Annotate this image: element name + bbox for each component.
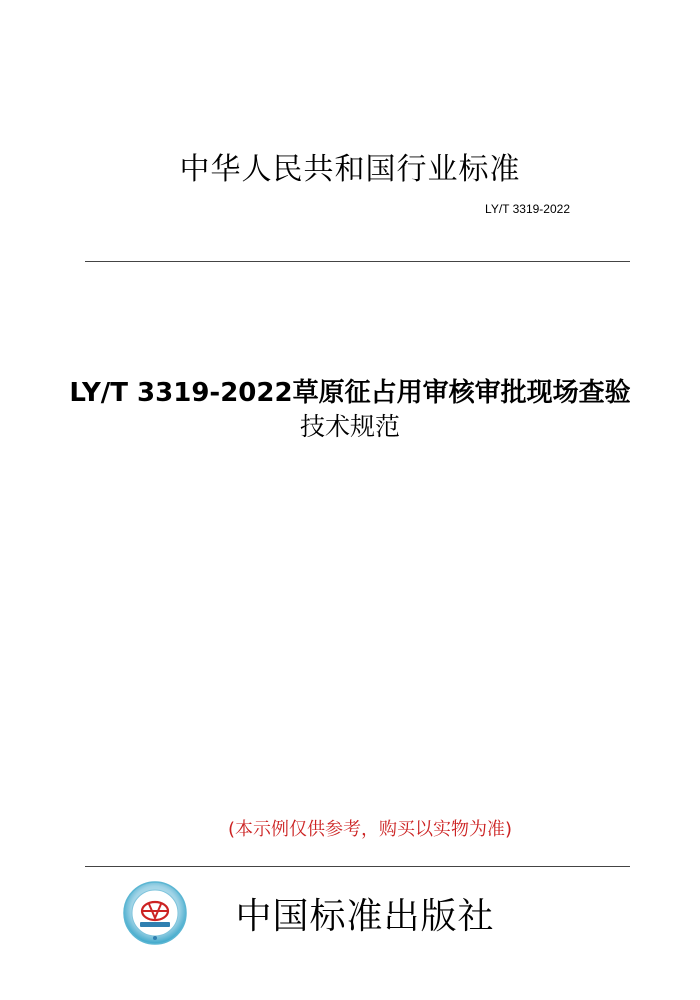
- sample-disclaimer: (本示例仅供参考，购买以实物为准): [227, 819, 513, 840]
- standard-category-title: 中华人民共和国行业标准: [179, 152, 521, 187]
- document-title-line1: LY/T 3319-2022草原征占用审核审批现场查验: [69, 378, 631, 408]
- publisher-name: 中国标准出版社: [235, 896, 495, 937]
- standard-code: LY/T 3319-2022: [485, 202, 570, 216]
- document-title-line2: 技术规范: [299, 412, 400, 441]
- bottom-divider: [85, 866, 630, 867]
- publisher-seal-icon: [122, 880, 188, 946]
- document-title: [30, 376, 670, 444]
- top-divider: [85, 261, 630, 262]
